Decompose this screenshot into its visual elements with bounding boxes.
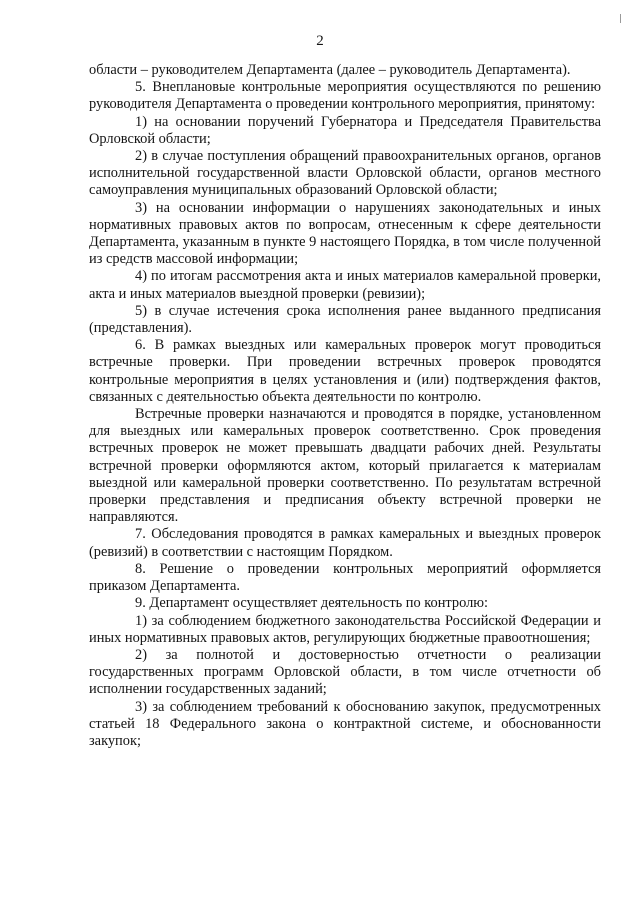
paragraph-item-7: 7. Обследования проводятся в рамках камеральных и выездных проверок (ревизий) в соответствии с настоящим Порядком.: [89, 526, 601, 560]
paragraph-item-6-counter-checks: Встречные проверки назначаются и проводятся в порядке, установленном для выездных или камеральных проверок соответственно. Срок проведения встречных проверок не может превышать двадцати рабочих дней. Результаты встречной проверки оформляются актом, который прилагается к материалам выездной или камеральной проверки соответственно. По результатам встречной проверки представления и предписания объекту встречной проверки не направляются.: [89, 406, 601, 526]
paragraph-subitem-5-5: 5) в случае истечения срока исполнения ранее выданного предписания (представления).: [89, 302, 601, 337]
paragraph-subitem-5-3: 3) на основании информации о нарушениях законодательных и иных нормативных правовых актов по вопросам, отнесенным к сфере деятельности Департамента, указанным в пункте 9 настоящего Порядка, в том числе полученной из средств массовой информации;: [89, 199, 601, 268]
paragraph-subitem-5-1: 1) на основании поручений Губернатора и Председателя Правительства Орловской области;: [89, 113, 601, 147]
document-body: [89, 62, 601, 750]
page-number: 2: [316, 33, 324, 49]
paragraph-subitem-5-4: 4) по итогам рассмотрения акта и иных материалов камеральной проверки, акта и иных материалов выездной проверки (ревизии);: [89, 268, 601, 302]
scan-corner-mark: [620, 14, 621, 23]
paragraph-continuation: области – руководителем Департамента (далее – руководитель Департамента).: [89, 62, 571, 78]
paragraph-subitem-9-3: 3) за соблюдением требований к обоснованию закупок, предусмотренных статьей 18 Федерального закона о контрактной системе, и обоснованности закупок;: [89, 698, 601, 749]
paragraph-subitem-5-2: 2) в случае поступления обращений правоохранительных органов, органов исполнительной государственной власти Орловской области, органов местного самоуправления муниципальных образований Орловской области;: [89, 148, 601, 199]
paragraph-item-9: 9. Департамент осуществляет деятельность по контролю:: [135, 595, 489, 612]
paragraph-subitem-9-1: 1) за соблюдением бюджетного законодательства Российской Федерации и иных нормативных правовых актов, регулирующих бюджетные правоотношения;: [89, 612, 601, 646]
paragraph-item-8: 8. Решение о проведении контрольных мероприятий оформляется приказом Департамента.: [89, 560, 601, 595]
paragraph-item-6: 6. В рамках выездных или камеральных проверок могут проводиться встречные проверки. При проведении встречных проверок проводятся контрольные мероприятия в целях установления и (или) подтверждения фактов, связанных с деятельностью объекта деятельности по контролю.: [89, 337, 601, 405]
paragraph-subitem-9-2: 2) за полнотой и достоверностью отчетности о реализации государственных программ Орловской области, в том числе отчетности об исполнении государственных заданий;: [89, 646, 601, 698]
paragraph-item-5: 5. Внеплановые контрольные мероприятия осуществляются по решению руководителя Департамента о проведении контрольного мероприятия, принятому:: [89, 79, 601, 113]
